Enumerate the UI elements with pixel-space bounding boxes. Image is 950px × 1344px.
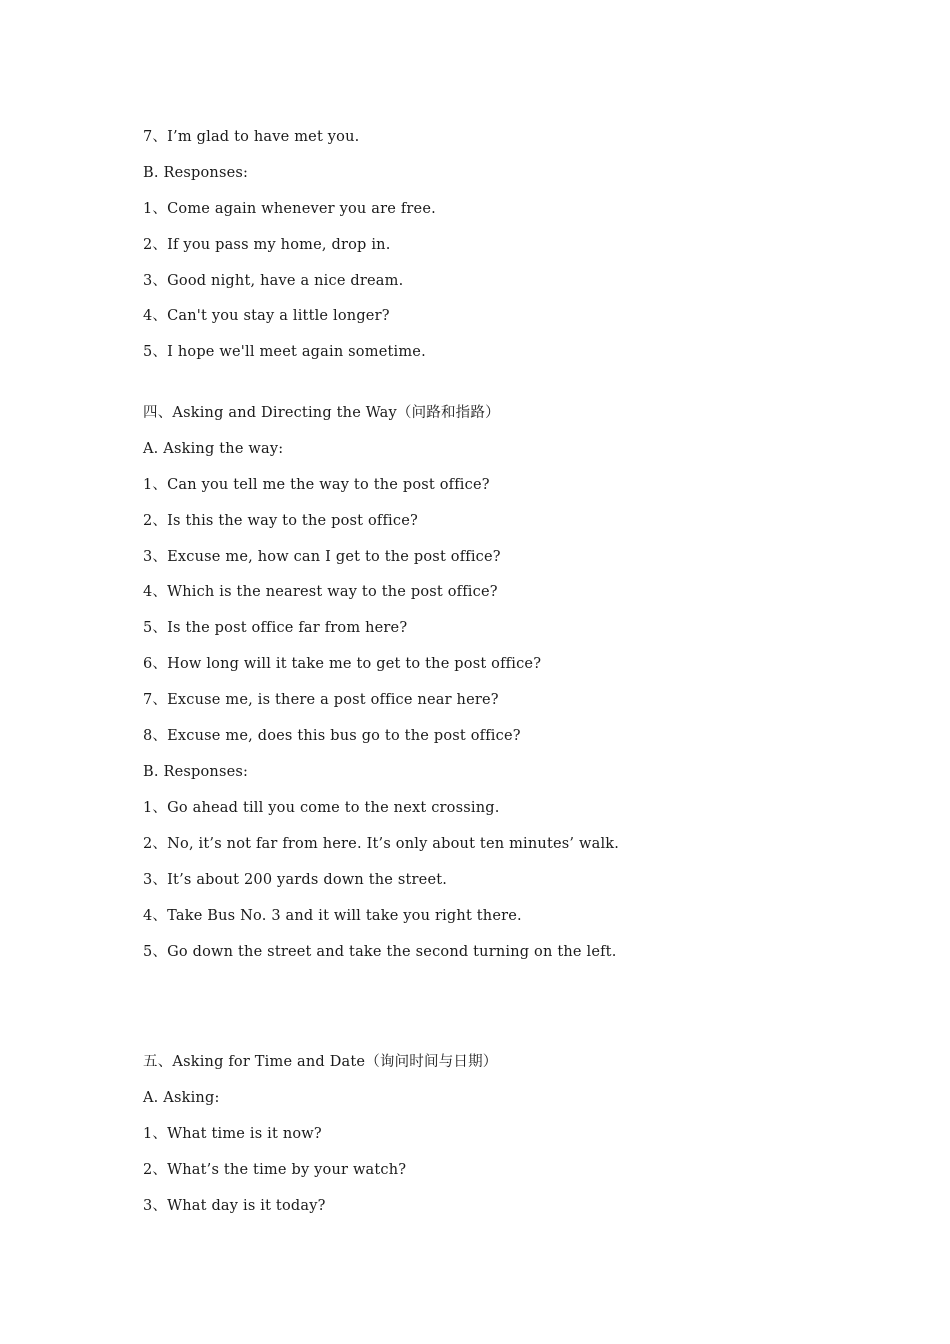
text-line: 2、If you pass my home, drop in.: [143, 237, 391, 253]
text-line: 5、Go down the street and take the second turning on the left.: [143, 944, 617, 960]
text-line: 6、How long will it take me to get to the post office?: [143, 656, 542, 672]
section-subheading: A. Asking the way:: [143, 441, 284, 457]
text-line: 5、I hope we'll meet again sometime.: [143, 344, 426, 360]
text-line: 1、What time is it now?: [143, 1126, 322, 1142]
text-line: 4、Which is the nearest way to the post office?: [143, 584, 498, 600]
text-line: 1、Go ahead till you come to the next crossing.: [143, 800, 500, 816]
text-line: 3、It’s about 200 yards down the street.: [143, 872, 448, 888]
text-line: 1、Come again whenever you are free.: [143, 201, 436, 217]
text-line: 2、Is this the way to the post office?: [143, 513, 418, 529]
text-line: 7、Excuse me, is there a post office near here?: [143, 692, 499, 708]
text-line: 7、I’m glad to have met you.: [143, 129, 360, 145]
section-subheading: B. Responses:: [143, 764, 249, 780]
text-line: 1、Can you tell me the way to the post office?: [143, 477, 490, 493]
text-line: 4、Can't you stay a little longer?: [143, 308, 390, 324]
text-line: 4、Take Bus No. 3 and it will take you right there.: [143, 908, 522, 924]
text-line: 3、Good night, have a nice dream.: [143, 273, 404, 289]
section-heading: 四、Asking and Directing the Way（问路和指路）: [143, 405, 500, 421]
text-line: 2、What’s the time by your watch?: [143, 1162, 407, 1178]
text-line: 5、Is the post office far from here?: [143, 620, 408, 636]
text-line: 2、No, it’s not far from here. It’s only about ten minutes’ walk.: [143, 836, 620, 852]
section-heading: 五、Asking for Time and Date（询问时间与日期）: [143, 1054, 498, 1070]
text-line: 3、Excuse me, how can I get to the post office?: [143, 549, 501, 565]
section-subheading: B. Responses:: [143, 165, 249, 181]
text-line: 8、Excuse me, does this bus go to the post office?: [143, 728, 521, 744]
text-line: 3、What day is it today?: [143, 1198, 326, 1214]
section-subheading: A. Asking:: [143, 1090, 220, 1106]
